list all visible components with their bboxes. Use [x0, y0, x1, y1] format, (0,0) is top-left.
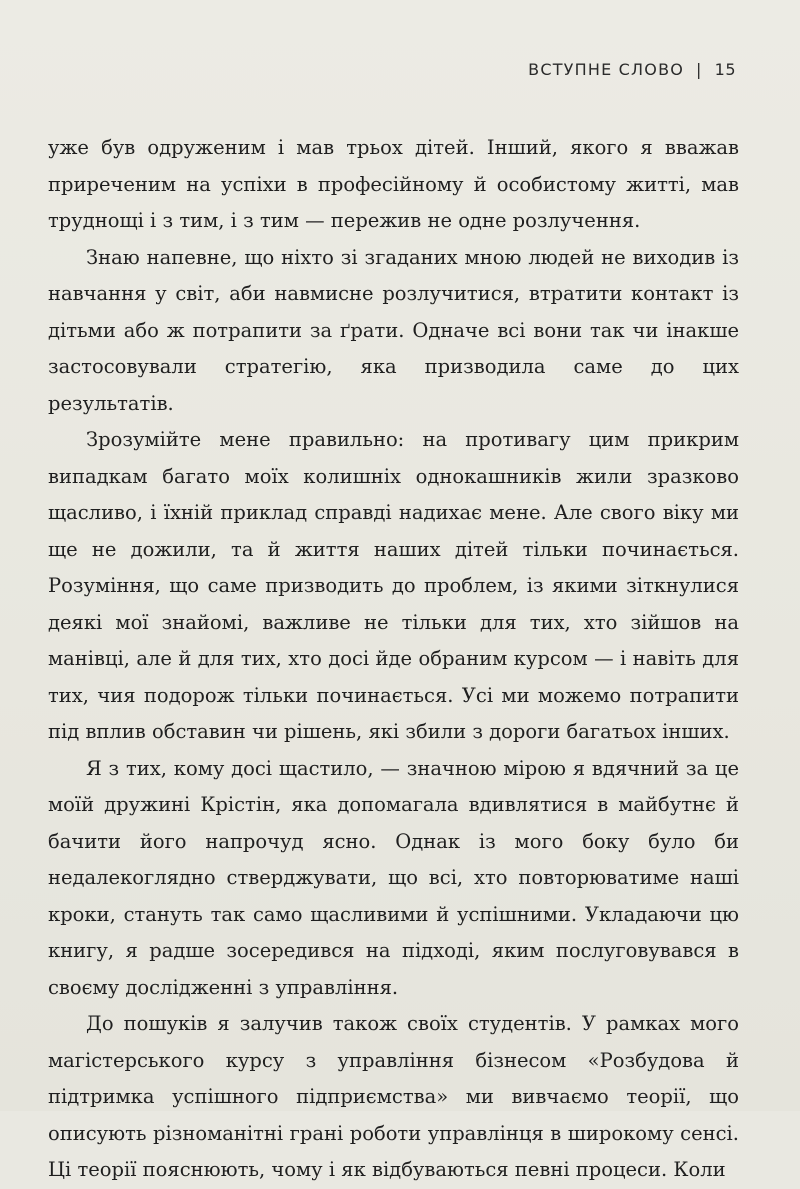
- header-separator: |: [696, 60, 703, 79]
- paragraph: Я з тих, кому досі щастило, — значною мірою я вдячний за це моїй дружині Крістін, яка допомагала вдивлятися в майбутнє й бачити його напрочуд ясно. Однак із мого боку було би недалекоглядно стверджувати, що всі, хто повторюватиме наші кроки, стануть так само щасливими й успішними. Укладаючи цю книгу, я радше зосередився на підході, яким послуговувався в своєму дослідженні з управління.: [48, 756, 739, 999]
- paragraph-continuation: уже був одруженим і мав трьох дітей. Інший, якого я вважав приреченим на успіхи в професійному й особистому житті, мав труднощі і з тим, і з тим — пережив не одне розлучення.: [48, 136, 739, 232]
- running-header: [528, 60, 736, 79]
- paragraph: До пошуків я залучив також своїх студентів. У рамках мого магістерського курсу з управління бізнесом «Розбудова й підтримка успішного підприємства» ми вивчаємо теорії, що описують різноманітні грані роботи управлінця в широкому сенсі. Ці теорії пояснюють, чому і як відбуваються певні процеси. Коли: [48, 1012, 739, 1181]
- page-number: 15: [714, 60, 736, 79]
- body-text: [48, 130, 739, 1189]
- paragraph: Зрозумійте мене правильно: на противагу цим прикрим випадкам багато моїх колишніх однокашників жили зразково щасливо, і їхній приклад справді надихає мене. Але свого віку ми ще не дожили, та й життя наших дітей тільки починається. Розуміння, що саме призводить до проблем, із якими зіткнулися деякі мої знайомі, важливе не тільки для тих, хто зійшов на манівці, але й для тих, хто досі йде обраним курсом — і навіть для тих, чия подорож тільки починається. Усі ми можемо потрапити під вплив обставин чи рішень, які збили з дороги багатьох інших.: [48, 428, 739, 743]
- section-title: ВСТУПНЕ СЛОВО: [528, 60, 685, 79]
- paragraph: Знаю напевне, що ніхто зі згаданих мною людей не виходив із навчання у світ, аби навмисне розлучитися, втратити контакт із дітьми або ж потрапити за ґрати. Одначе всі вони так чи інакше застосовували стратегію, яка призводила саме до цих результатів.: [48, 245, 739, 415]
